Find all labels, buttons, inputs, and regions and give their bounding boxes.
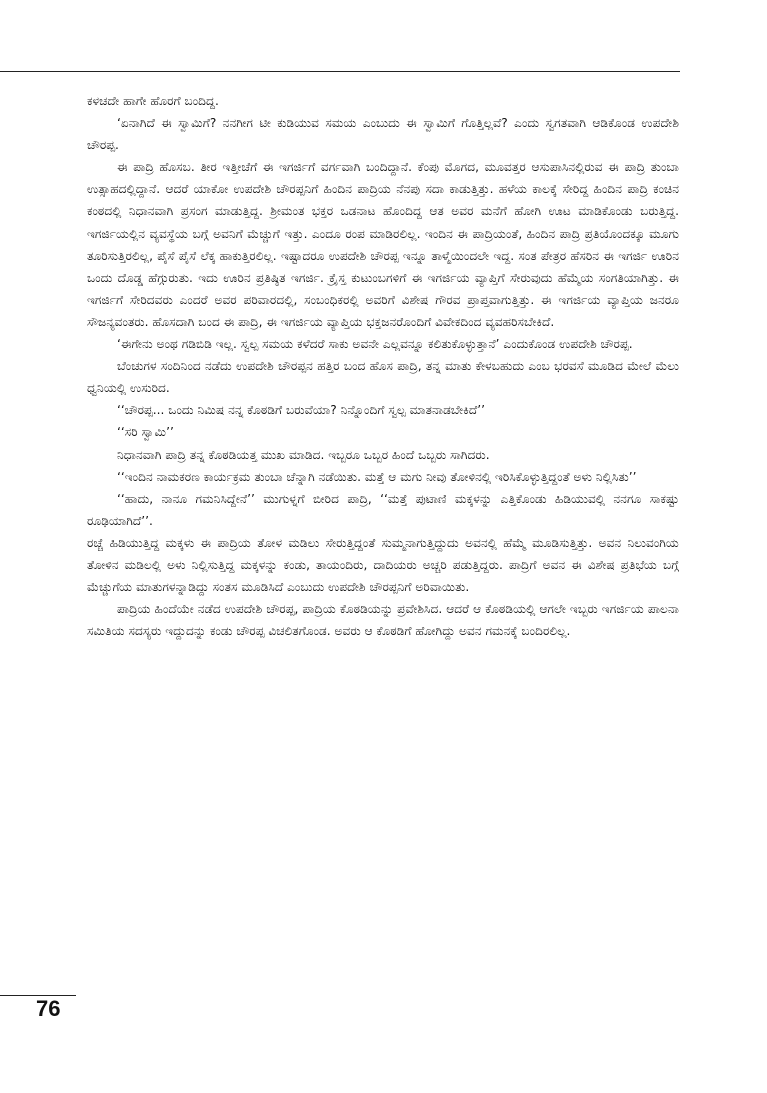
paragraph-12: ಪಾದ್ರಿಯ ಹಿಂದೆಯೇ ನಡೆದ ಉಪದೇಶಿ ಚೌರಪ್ಪ, ಪಾದ್ರಿಯ ಕೊಠಡಿಯನ್ನು ಪ್ರವೇಶಿಸಿದ. ಆದರೆ ಆ ಕೊಠಡಿಯಲ್ಲಿ ಆಗಲೇ ಇಬ್ಬರು ಇಗರ್ಜಿಯ ಪಾಲನಾ ಸಮಿತಿಯ ಸದಸ್ಯರು ಇದ್ದುದನ್ನು ಕಂಡು ಚೌರಪ್ಪ ವಿಚಲಿತಗೊಂಡ. ಅವರು ಆ ಕೊಠಡಿಗೆ ಹೋಗಿದ್ದು ಅವನ ಗಮನಕ್ಕೆ ಬಂದಿರಲಿಲ್ಲ.	[87, 602, 679, 639]
paragraph-3: ಈ ಪಾದ್ರಿ ಹೊಸಬ. ತೀರ ಇತ್ತೀಚೆಗೆ ಈ ಇಗರ್ಜಿಗೆ ವರ್ಗವಾಗಿ ಬಂದಿದ್ದಾನೆ. ಕೆಂಪು ಮೊಗದ, ಮೂವತ್ತರ ಆಸುಪಾಸಿನಲ್ಲಿರುವ ಈ ಪಾದ್ರಿ ತುಂಬಾ ಉತ್ಸಾಹದಲ್ಲಿದ್ದಾನೆ. ಆದರೆ ಯಾಕೋ ಉಪದೇಶಿ ಚೌರಪ್ಪನಿಗೆ ಹಿಂದಿನ ಪಾದ್ರಿಯ ನೆನಪು ಸದಾ ಕಾಡುತ್ತಿತ್ತು. ಹಳೆಯ ಕಾಲಕ್ಕೆ ಸೇರಿದ್ದ ಹಿಂದಿನ ಪಾದ್ರಿ ಕಂಚಿನ ಕಂಠದಲ್ಲಿ ನಿಧಾನವಾಗಿ ಪ್ರಸಂಗ ಮಾಡುತ್ತಿದ್ದ. ಶ್ರೀಮಂತ ಭಕ್ತರ ಒಡನಾಟ ಹೊಂದಿದ್ದ ಆತ ಅವರ ಮನೆಗೆ ಹೋಗಿ ಊಟ ಮಾಡಿಕೊಂಡು ಬರುತ್ತಿದ್ದ. ಇಗರ್ಜಿಯಲ್ಲಿನ ವ್ಯವಸ್ಥೆಯ ಬಗ್ಗೆ ಅವನಿಗೆ ಮೆಚ್ಚುಗೆ ಇತ್ತು. ಎಂದೂ ರಂಪ ಮಾಡಿರಲಿಲ್ಲ. ಇಂದಿನ ಈ ಪಾದ್ರಿಯಂತೆ, ಹಿಂದಿನ ಪಾದ್ರಿ ಪ್ರತಿಯೊಂದಕ್ಕೂ ಮೂಗು ತೂರಿಸುತ್ತಿರಲಿಲ್ಲ, ಪೈಸೆ ಪೈಸೆ ಲೆಕ್ಕ ಹಾಕುತ್ತಿರಲಿಲ್ಲ. ಇಷ್ಟಾದರೂ ಉಪದೇಶಿ ಚೌರಪ್ಪ ಇನ್ನೂ ತಾಳ್ಮೆಯಿಂದಲೇ ಇದ್ದ. ಸಂತ ಪೇತ್ರರ ಹೆಸರಿನ ಈ ಇಗರ್ಜಿ ಊರಿನ ಒಂದು ದೊಡ್ಡ ಹೆಗ್ಗುರುತು. ಇದು ಊರಿನ ಪ್ರತಿಷ್ಠಿತ ಇಗರ್ಜಿ. ಕ್ರೈಸ್ತ ಕುಟುಂಬಗಳಿಗೆ ಈ ಇಗರ್ಜಿಯ ವ್ಯಾಪ್ತಿಗೆ ಸೇರುವುದು ಹೆಮ್ಮೆಯ ಸಂಗತಿಯಾಗಿತ್ತು. ಈ ಇಗರ್ಜಿಗೆ ಸೇರಿದವರು ಎಂದರೆ ಅವರ ಪರಿವಾರದಲ್ಲಿ, ಸಂಬಂಧಿಕರಲ್ಲಿ ಅವರಿಗೆ ವಿಶೇಷ ಗೌರವ ಪ್ರಾಪ್ತವಾಗುತ್ತಿತ್ತು. ಈ ಇಗರ್ಜಿಯ ವ್ಯಾಪ್ತಿಯ ಜನರೂ ಸೌಜನ್ಯವಂತರು. ಹೊಸದಾಗಿ ಬಂದ ಈ ಪಾದ್ರಿ, ಈ ಇಗರ್ಜಿಯ ವ್ಯಾಪ್ತಿಯ ಭಕ್ತಜನರೊಂದಿಗೆ ವಿವೇಕದಿಂದ ವ್ಯವಹರಿಸಬೇಕಿದೆ.	[87, 160, 679, 329]
paragraph-11: ರಚ್ಚೆ ಹಿಡಿಯುತ್ತಿದ್ದ ಮಕ್ಕಳು ಈ ಪಾದ್ರಿಯ ತೋಳ ಮಡಿಲು ಸೇರುತ್ತಿದ್ದಂತೆ ಸುಮ್ಮನಾಗುತ್ತಿದ್ದುದು ಅವನಲ್ಲಿ ಹೆಮ್ಮೆ ಮೂಡಿಸುತ್ತಿತ್ತು. ಅವನ ನಿಲುವಂಗಿಯ ತೋಳಿನ ಮಡಿಲಲ್ಲಿ ಅಳು ನಿಲ್ಲಿಸುತ್ತಿದ್ದ ಮಕ್ಕಳನ್ನು ಕಂಡು, ತಾಯಂದಿರು, ದಾದಿಯರು ಅಚ್ಚರಿ ಪಡುತ್ತಿದ್ದರು. ಪಾದ್ರಿಗೆ ಅವನ ಈ ವಿಶೇಷ ಪ್ರತಿಭೆಯ ಬಗ್ಗೆ ಮೆಚ್ಚುಗೆಯ ಮಾತುಗಳನ್ನಾಡಿದ್ದು ಸಂತಸ ಮೂಡಿಸಿದೆ ಎಂಬುದು ಉಪದೇಶಿ ಚೌರಪ್ಪನಿಗೆ ಅರಿವಾಯಿತು.	[87, 535, 679, 595]
paragraph-1: ಕಳಚದೇ ಹಾಗೇ ಹೊರಗೆ ಬಂದಿದ್ದ.	[87, 94, 219, 108]
top-rule	[0, 71, 680, 72]
paragraph-6: ‘‘ಚೌರಪ್ಪ... ಒಂದು ನಿಮಿಷ ನನ್ನ ಕೊಠಡಿಗೆ ಬರುವೆಯಾ? ನಿನ್ನೊಂದಿಗೆ ಸ್ವಲ್ಪ ಮಾತನಾಡಬೇಕಿದೆ’’	[117, 403, 485, 418]
paragraph-9: ‘‘ಇಂದಿನ ನಾಮಕರಣ ಕಾರ್ಯಕ್ರಮ ತುಂಬಾ ಚೆನ್ನಾಗಿ ನಡೆಯಿತು. ಮತ್ತೆ ಆ ಮಗು ನೀವು ತೋಳಿನಲ್ಲಿ ಇರಿಸಿಕೊಳ್ಳುತ್ತಿದ್ದಂತೆ ಅಳು ನಿಲ್ಲಿಸಿತು’’	[117, 469, 637, 484]
page-number: 76	[36, 996, 61, 1021]
paragraph-2: ‘ಏನಾಗಿದೆ ಈ ಸ್ವಾಮಿಗೆ? ನನಗೀಗ ಟೀ ಕುಡಿಯುವ ಸಮಯ ಎಂಬುದು ಈ ಸ್ವಾಮಿಗೆ ಗೊತ್ತಿಲ್ಲವೆ? ಎಂದು ಸ್ವಗತವಾಗಿ ಆಡಿಕೊಂಡ ಉಪದೇಶಿ ಚೌರಪ್ಪ.	[87, 116, 679, 153]
paragraph-10: ‘‘ಹಾದು, ನಾನೂ ಗಮನಿಸಿದ್ದೇನೆ’’ ಮುಗುಳ್ನಗೆ ಬೀರಿದ ಪಾದ್ರಿ, ‘‘ಮತ್ತೆ ಪುಟಾಣಿ ಮಕ್ಕಳನ್ನು ಎತ್ತಿಕೊಂಡು ಹಿಡಿಯುವಲ್ಲಿ ನನಗೂ ಸಾಕಷ್ಟು ರೂಢಿಯಾಗಿದೆ’’.	[87, 491, 679, 528]
page-body	[87, 90, 679, 642]
paragraph-7: ‘‘ಸರಿ ಸ್ವಾಮಿ’’	[117, 425, 174, 440]
paragraph-4: ‘ಈಗೇನು ಅಂಥ ಗಡಿಬಿಡಿ ಇಲ್ಲ. ಸ್ವಲ್ಪ ಸಮಯ ಕಳೆದರೆ ಸಾಕು ಅವನೇ ಎಲ್ಲವನ್ನೂ ಕಲಿತುಕೊಳ್ಳುತ್ತಾನೆ’ ಎಂದುಕೊಂಡ ಉಪದೇಶಿ ಚೌರಪ್ಪ.	[117, 337, 633, 352]
paragraph-5: ಬೆಂಚುಗಳ ಸಂದಿನಿಂದ ನಡೆದು ಉಪದೇಶಿ ಚೌರಪ್ಪನ ಹತ್ತಿರ ಬಂದ ಹೊಸ ಪಾದ್ರಿ, ತನ್ನ ಮಾತು ಕೇಳಬಹುದು ಎಂಬ ಭರವಸೆ ಮೂಡಿದ ಮೇಲೆ ಮೆಲು ಧ್ವನಿಯಲ್ಲಿ ಉಸುರಿದ.	[87, 359, 679, 396]
paragraph-8: ನಿಧಾನವಾಗಿ ಪಾದ್ರಿ ತನ್ನ ಕೊಠಡಿಯತ್ತ ಮುಖ ಮಾಡಿದ. ಇಬ್ಬರೂ ಒಬ್ಬರ ಹಿಂದೆ ಒಬ್ಬರು ಸಾಗಿದರು.	[117, 447, 490, 462]
